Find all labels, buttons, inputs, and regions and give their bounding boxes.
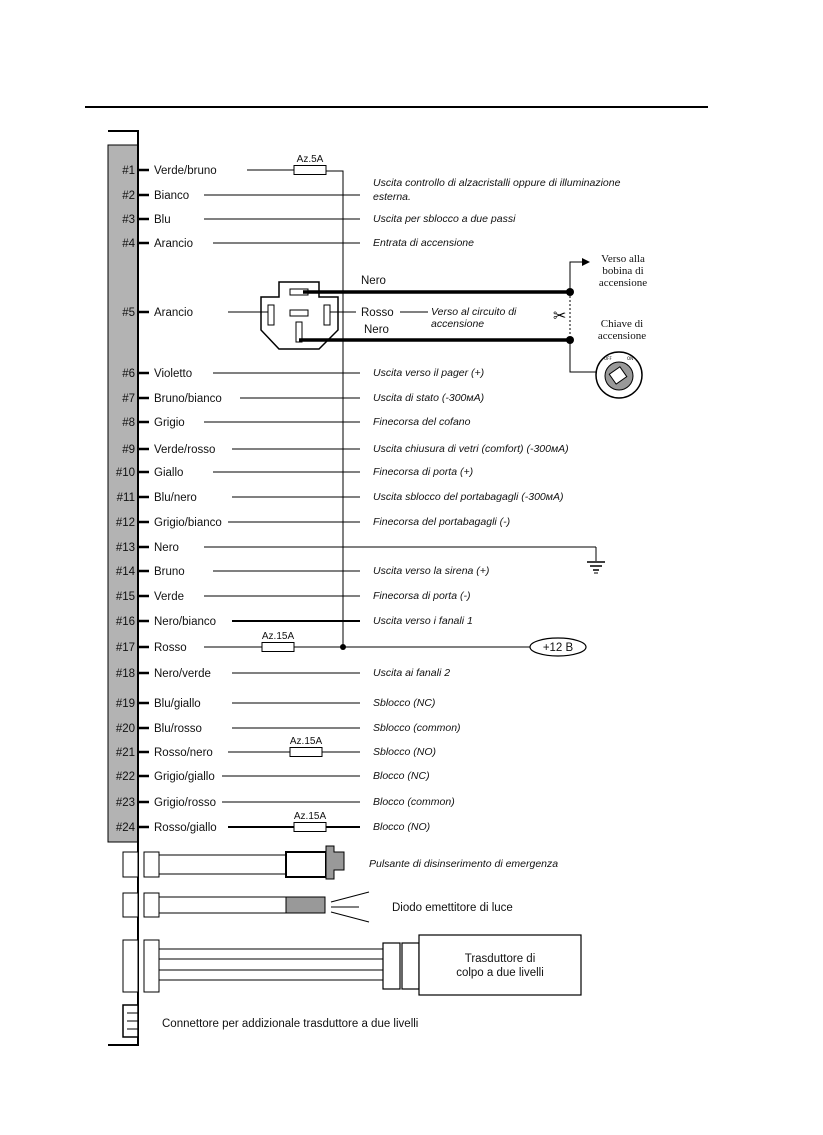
pin-row [122, 392, 484, 405]
extra-connector-label: Connettore per addizionale trasduttore a due livelli [162, 1018, 419, 1030]
fuse-icon [294, 823, 326, 832]
relay-pin-center [290, 310, 308, 316]
push-button-icon [326, 846, 344, 879]
wire-color-label: Nero/verde [154, 668, 211, 680]
pin-description: Uscita verso la sirena (+) [373, 565, 490, 577]
pin-row [116, 736, 436, 759]
fuse-icon [294, 166, 326, 175]
pin-row [122, 416, 470, 429]
pin-row [122, 213, 516, 226]
pin-row [122, 154, 326, 177]
pin-row [116, 590, 471, 603]
pin-description: Uscita verso il pager (+) [373, 367, 485, 379]
ignition-switch [553, 253, 647, 398]
pin-row [116, 631, 530, 654]
wire-color-label: Nero/bianco [154, 616, 217, 628]
pin-description: Sblocco (common) [373, 722, 461, 734]
bus-wire [326, 171, 343, 647]
light-ray-icon [331, 892, 369, 902]
rosso-desc-1: Verso al circuito di [431, 306, 517, 318]
pin-row [116, 811, 430, 834]
pin-description: Entrata di accensione [373, 237, 474, 249]
pin-row [116, 466, 473, 479]
wire-color-label: Grigio/bianco [154, 517, 222, 529]
wire-color-label: Nero [154, 542, 179, 554]
rosso-desc-2: accensione [431, 318, 485, 330]
pin-number: #16 [115, 616, 135, 628]
wire-color-label: Arancio [154, 238, 193, 250]
pin-number: #21 [115, 747, 135, 759]
pin-row [116, 770, 430, 783]
pin-row [122, 367, 484, 380]
pin-number: #6 [122, 368, 135, 380]
key-label-1: Chiave di [600, 318, 644, 330]
wire-color-label: Giallo [154, 467, 184, 479]
pin-row [116, 722, 461, 735]
led [123, 892, 513, 922]
pin-row [116, 565, 490, 578]
wire-color-label: Blu/rosso [154, 723, 202, 735]
light-ray-icon [331, 912, 369, 922]
pin-row [116, 667, 450, 680]
ground-symbol [587, 547, 605, 573]
pin-number: #11 [116, 492, 135, 504]
wire-color-label: Bruno/bianco [154, 393, 222, 405]
pin-description: Sblocco (NO) [373, 746, 437, 758]
pin-row [122, 237, 474, 250]
wire-color-label: Grigio [154, 417, 185, 429]
pin-description: Uscita chiusura di vetri (comfort) (-300мA) [373, 443, 569, 455]
pin-description: Sblocco (NC) [373, 697, 436, 709]
wire-color-label: Verde [154, 591, 185, 603]
pin-number: #18 [115, 668, 135, 680]
fuse-label: Az.15A [293, 811, 327, 822]
pin-description: Finecorsa del portabagagli (-) [373, 516, 511, 528]
wire-color-label: Blu/nero [154, 492, 197, 504]
junction-dot [340, 644, 346, 650]
pin-description: Uscita ai fanali 2 [373, 667, 451, 679]
pin-number: #13 [115, 542, 135, 554]
pin-number: #8 [122, 417, 135, 429]
pin-number: #2 [122, 190, 135, 202]
fuse-label: Az.5A [296, 154, 324, 165]
pin-description: Blocco (NC) [373, 770, 430, 782]
wire-color-label: Grigio/giallo [154, 771, 215, 783]
emergency-button [123, 846, 558, 879]
pin-number: #10 [115, 467, 135, 479]
pin-row [122, 307, 193, 319]
pin-description-cont: esterna. [373, 191, 411, 203]
key-wire [570, 340, 596, 372]
pin-number: #19 [115, 698, 135, 710]
pin-description: Blocco (common) [373, 796, 455, 808]
wire-color-label: Bianco [154, 190, 190, 202]
key-off-label: OFF [604, 356, 612, 361]
shock-sensor [123, 935, 581, 995]
pin-number: #14 [115, 566, 135, 578]
pin-number: #7 [122, 393, 135, 405]
scissors-icon: ✂ [553, 306, 567, 325]
pin-number: #17 [115, 642, 135, 654]
pin-number: #1 [122, 165, 135, 177]
coil-wire [570, 262, 582, 292]
pin-row [116, 697, 436, 710]
coil-label-2: bobina di [602, 265, 644, 277]
fuse-label: Az.15A [289, 736, 323, 747]
pin-description: Uscita sblocco del portabagagli (-300мA) [373, 491, 564, 503]
pin-description: Uscita controllo di alzacristalli oppure di illuminazione [373, 177, 621, 189]
wire-color-label: Blu [154, 214, 171, 226]
pin-rows [116, 154, 621, 834]
led-label: Diodo emettitore di luce [392, 902, 513, 914]
pin-number: #4 [122, 238, 135, 250]
pin-row [122, 443, 568, 456]
key-on-label: ON [627, 356, 634, 361]
shock-sensor-label-1: Trasduttore di [464, 953, 536, 965]
pin-description: Finecorsa di porta (-) [373, 590, 471, 602]
relay-pin-left [268, 305, 274, 325]
wire-color-label: Violetto [154, 368, 193, 380]
wire-color-label: Rosso [154, 642, 187, 654]
nero-bottom-label: Nero [364, 324, 389, 336]
wire-color-label: Rosso/nero [154, 747, 213, 759]
pin-number: #12 [115, 517, 135, 529]
pin-number: #24 [115, 822, 135, 834]
pin-number: #23 [115, 797, 135, 809]
pin-row [116, 516, 510, 529]
pin-description: Finecorsa del cofano [373, 416, 471, 428]
fuse-label: Az.15A [261, 631, 295, 642]
pin-number: #20 [115, 723, 135, 735]
led-head-icon [286, 897, 325, 913]
pin-row [117, 491, 564, 504]
arrow-right-icon [582, 258, 590, 266]
coil-label-3: accensione [598, 277, 648, 289]
pin-number: #5 [122, 307, 135, 319]
key-label-2: accensione [597, 330, 647, 342]
wire-color-label: Arancio [154, 307, 193, 319]
wire-color-label: Bruno [154, 566, 185, 578]
pin-row [116, 615, 473, 628]
pin-description: Blocco (NO) [373, 821, 431, 833]
pin-row [122, 177, 620, 203]
pin-description: Finecorsa di porta (+) [373, 466, 474, 478]
rosso-label: Rosso [361, 307, 394, 319]
emergency-button-label: Pulsante di disinserimento di emergenza [369, 858, 559, 870]
wire-color-label: Verde/bruno [154, 165, 217, 177]
pin-number: #3 [122, 214, 135, 226]
pin-description: Uscita per sblocco a due passi [373, 213, 516, 225]
wire-color-label: Rosso/giallo [154, 822, 217, 834]
pin-number: #22 [115, 771, 135, 783]
coil-label-1: Verso alla [601, 253, 645, 265]
wire-color-label: Verde/rosso [154, 444, 216, 456]
fuse-icon [262, 643, 294, 652]
extra-connector [123, 1005, 418, 1037]
fuse-icon [290, 748, 322, 757]
pin-row [116, 542, 596, 561]
power-label: +12 B [542, 642, 574, 654]
wire-color-label: Blu/giallo [154, 698, 201, 710]
power-terminal [530, 638, 586, 656]
pin-number: #15 [115, 591, 135, 603]
pin-description: Uscita verso i fanali 1 [373, 615, 473, 627]
pin-row [116, 796, 455, 809]
relay-pin-right [324, 305, 330, 325]
pin-number: #9 [122, 444, 135, 456]
shock-sensor-label-2: colpo a due livelli [456, 967, 544, 979]
wire-color-label: Grigio/rosso [154, 797, 216, 809]
relay [228, 275, 570, 349]
nero-top-label: Nero [361, 275, 386, 287]
pin-description: Uscita di stato (-300мA) [373, 392, 485, 404]
